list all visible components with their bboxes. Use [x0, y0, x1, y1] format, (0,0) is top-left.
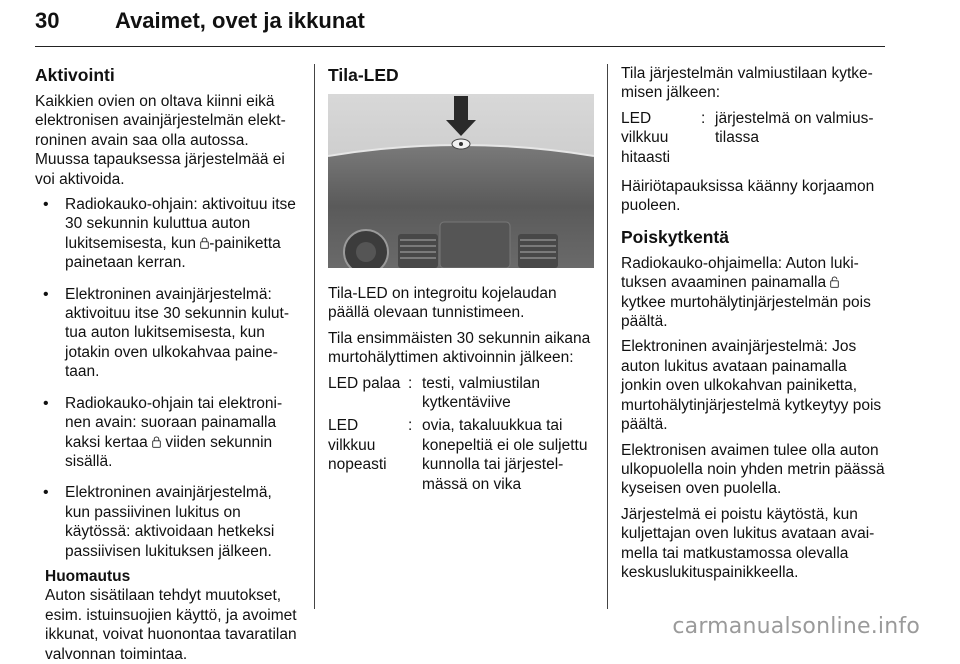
deactivation-remote [621, 254, 887, 332]
section-title-activation: Aktivointi [35, 65, 115, 85]
column-divider [314, 64, 315, 609]
note-box [35, 567, 301, 664]
activation-intro: Kaikkien ovien on oltava kiinni eikä elektronisen avainjärjestelmän elektroninen avain saa olla autossa. Muussa tapauksessa järjestelmää ei voi aktivoida. [35, 93, 286, 188]
photo-caption: Tila-LED on integroitu kojelaudan päällä olevaan tunnistimeen. [328, 285, 557, 322]
list-item [35, 483, 301, 561]
definition-term: LED vilkkuu hitaasti [621, 109, 671, 166]
definition-colon: : [408, 417, 413, 435]
list-item-text: Elektroninen avainjärjestelmä: aktivoituu itse 30 sekunnin kuluttua auton lukitsemisesta, kun jotakin oven ulkokahvaa painetaan. [65, 285, 290, 381]
page-number: 30 [35, 8, 60, 33]
list-item-text: Radiokauko-ohjain tai elektroninen avain: suoraan painamalla kaksi kertaa [65, 394, 283, 451]
column-divider [607, 64, 608, 609]
fault-text: Häiriötapauksissa käänny korjaamon puoleen. [621, 178, 875, 215]
page-header [35, 2, 885, 46]
section-title-status-led: Tila-LED [328, 65, 399, 85]
column-activation [35, 64, 301, 664]
watermark: carmanualsonline.info [672, 614, 920, 639]
definition-term: LED vilkkuu nopeasti [328, 417, 387, 474]
definition-colon: : [701, 109, 706, 127]
paragraph-text: Radiokauko-ohjaimella: Auton lukituksen avaaminen painamalla [621, 254, 859, 292]
deactivation-electronic: Elektroninen avainjärjestelmä: Jos auton lukitus avataan painamalla jonkin oven ulkokahvan painiketta, murtohälytinjärjestelmä kytkeytyy pois päältä. [621, 338, 882, 434]
column-status-led [328, 64, 594, 498]
note-text: Auton sisätilaan tehdyt muutokset, esim. istuinsuojien käyttö, ja avoimet ikkunat, voivat huonontaa tavaratilan valvonnan toimintaa. [45, 587, 297, 663]
list-item-text: -painiketta painetaan kerran. [65, 234, 281, 272]
definition-row [621, 109, 887, 167]
definition-desc: järjestelmä on valmiustilassa [715, 109, 874, 147]
definition-desc: testi, valmiustilan kytkentäviive [422, 374, 541, 412]
lock-icon [152, 436, 161, 448]
list-item-text: viiden sekunnin sisällä. [65, 433, 273, 470]
status-led-intro: Tila ensimmäisten 30 sekunnin aikana murtohälyttimen aktivoinnin jälkeen: [328, 329, 591, 367]
definition-desc: ovia, takaluukkua tai konepeltiä ei ole suljettu kunnolla tai järjestelmässä on vika [422, 417, 588, 493]
unlock-icon [830, 276, 839, 288]
column-deactivation [621, 64, 887, 588]
deactivation-key-distance: Elektronisen avaimen tulee olla auton ulkopuolella noin yhden metrin päässä kyseisen oven puolella. [621, 441, 885, 498]
dashboard-sensor-photo [328, 94, 594, 268]
header-rule [35, 46, 885, 47]
activation-list [35, 195, 301, 561]
list-item [35, 394, 301, 472]
section-title-deactivation: Poiskytkentä [621, 226, 729, 247]
list-item [35, 195, 301, 273]
list-item [35, 285, 301, 382]
definition-term: LED palaa [328, 374, 401, 392]
list-item-text: Elektroninen avainjärjestelmä, kun passiivinen lukitus on käytössä: aktivoidaan hetkeksi passiivisen lukituksen jälkeen. [65, 484, 275, 560]
definition-row [328, 416, 594, 494]
chapter-title: Avaimet, ovet ja ikkunat [115, 8, 365, 33]
lock-icon [200, 237, 209, 249]
paragraph-text: kytkee murtohälytinjärjestelmän pois päältä. [621, 293, 871, 331]
definition-row [328, 374, 594, 413]
definition-colon: : [408, 374, 413, 392]
deactivation-exception: Järjestelmä ei poistu käytöstä, kun kuljettajan oven lukitus avataan avaimella tai matkustamossa olevalla keskuslukituspainikkeella. [621, 505, 875, 581]
list-item-text: Radiokauko-ohjain: aktivoituu itse 30 sekunnin kuluttua auton lukitsemisesta, kun [65, 196, 296, 252]
armed-status-intro: Tila järjestelmän valmiustilaan kytkemisen jälkeen: [621, 65, 873, 102]
note-title: Huomautus [45, 567, 131, 585]
